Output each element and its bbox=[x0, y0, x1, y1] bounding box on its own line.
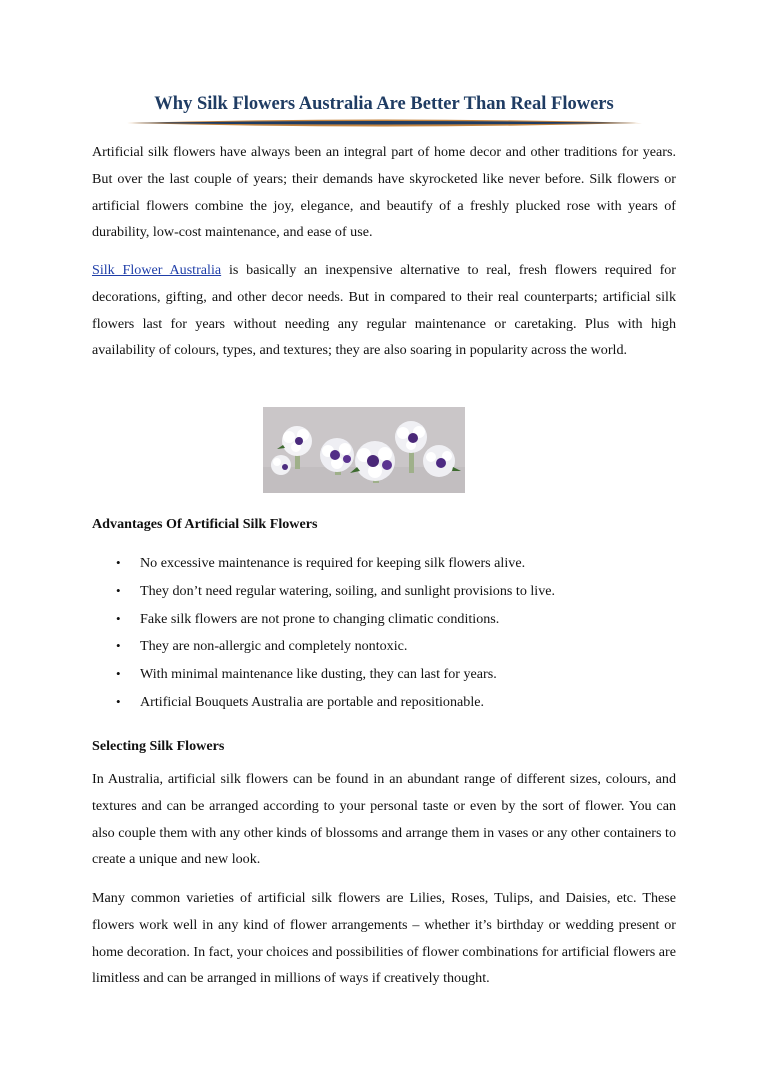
bullet-icon: • bbox=[116, 582, 121, 598]
silk-flower-paragraph-text: is basically an inexpensive alternative to real, fresh flowers required for decorations, gifting, and other decor needs. But in compared to their real counterparts; artificial silk flowers last for years without needing any regular maintenance or caretaking. Plus with high availability of colours, types, and textures; they are also soaring in popularity across the world. bbox=[92, 262, 676, 359]
selecting-heading: Selecting Silk Flowers bbox=[92, 738, 225, 754]
list-item: • They don’t need regular watering, soiling, and sunlight provisions to live. bbox=[116, 582, 556, 599]
silk-flower-australia-link[interactable]: Silk Flower Australia bbox=[92, 262, 222, 278]
advantages-list bbox=[116, 553, 676, 720]
silk-flower-paragraph bbox=[92, 257, 676, 364]
selecting-paragraph-2: Many common varieties of artificial silk flowers are Lilies, Roses, Tulips, and Daisies, etc. These flowers work well in any kind of flower arrangements – whether it’s birthday or wedding present or home decoration. In fact, your choices and possibilities of flower combinations for artificial flowers are limitless and can be arranged in millions of ways if creatively thought. bbox=[92, 890, 676, 987]
bouquet-left-small bbox=[271, 455, 291, 475]
list-item: • With minimal maintenance like dusting, they can last for years. bbox=[116, 666, 497, 683]
bullet-icon: • bbox=[116, 638, 121, 654]
page-title: Why Silk Flowers Australia Are Better Than Real Flowers bbox=[154, 94, 614, 114]
intro-paragraph: Artificial silk flowers have always been an integral part of home decor and other traditions for years. But over the last couple of years; their demands have skyrocketed like never before. Silk flowers or artificial flowers combine the joy, elegance, and beautify of a freshly plucked rose with years of durability, low-cost maintenance, and ease of use. bbox=[92, 144, 676, 241]
list-item: • They are non-allergic and completely nontoxic. bbox=[116, 638, 408, 655]
bullet-icon: • bbox=[116, 693, 121, 709]
advantages-heading: Advantages Of Artificial Silk Flowers bbox=[92, 516, 318, 532]
list-item: • Fake silk flowers are not prone to changing climatic conditions. bbox=[116, 610, 500, 627]
bullet-icon: • bbox=[116, 666, 121, 682]
bouquets-illustration bbox=[263, 407, 465, 493]
bouquets-photo bbox=[263, 407, 465, 493]
list-item: • Artificial Bouquets Australia are portable and repositionable. bbox=[116, 693, 485, 710]
selecting-paragraph-1: In Australia, artificial silk flowers can be found in an abundant range of different sizes, colours, and textures and can be arranged according to your personal taste or even by the sort of flower. You can also couple them with any other kinds of blossoms and arrange them in vases or any other containers to create a unique and new look. bbox=[92, 771, 676, 868]
bullet-icon: • bbox=[116, 555, 121, 570]
title-underline bbox=[124, 117, 644, 129]
list-item: • No excessive maintenance is required for keeping silk flowers alive. bbox=[116, 555, 526, 571]
bullet-icon: • bbox=[116, 610, 121, 626]
